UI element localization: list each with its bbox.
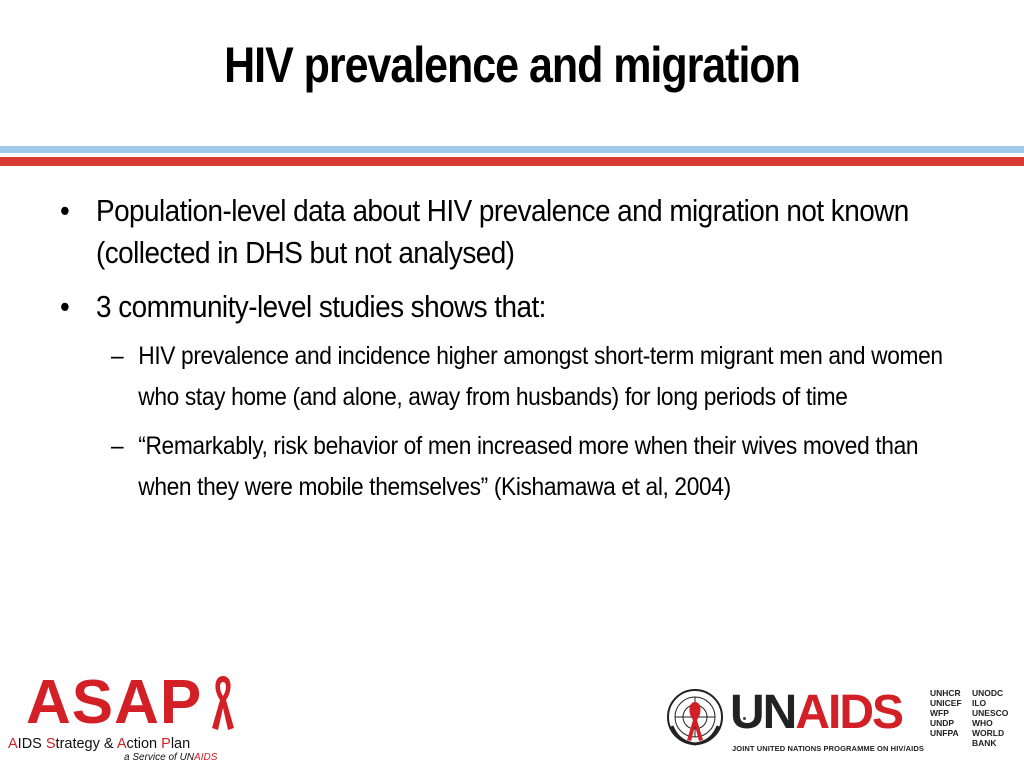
un-emblem-icon (664, 686, 726, 748)
slide-title: HIV prevalence and migration (224, 37, 800, 93)
sub-bullet-marker: – (110, 432, 124, 460)
bullet-marker: • (60, 289, 70, 324)
unaids-logo (664, 686, 1024, 756)
red-ribbon-icon (208, 672, 238, 732)
sub-bullet-text: HIV prevalence and incidence higher amongst short-term migrant men and women who stay home (and alone, away from husbands) for long periods of time (138, 342, 943, 411)
asap-logo (8, 668, 238, 764)
unaids-tagline: JOINT UNITED NATIONS PROGRAMME ON HIV/AIDS (732, 744, 924, 753)
bullet-marker: • (60, 193, 70, 228)
sub-bullet-list (60, 336, 980, 508)
asap-subtitle: AIDS Strategy & Action Plan (8, 736, 191, 752)
unaids-wordmark: UNAIDS (730, 686, 903, 739)
unaids-cosponsors (930, 688, 1024, 748)
asap-service-line: a Service of UNAIDS (124, 752, 218, 763)
slide-content (60, 190, 980, 516)
cosponsors-left: UNHCR UNICEF WFP UNDP UNFPA (930, 688, 962, 738)
sub-bullet-text: “Remarkably, risk behavior of men increased more when their wives moved than when they were mobile themselves” (Kishamawa et al, 2004) (138, 432, 919, 501)
bullet-text: 3 community-level studies shows that: (96, 289, 546, 324)
sub-bullet-marker: – (110, 342, 124, 370)
cosponsors-right: UNODC ILO UNESCO WHO WORLD BANK (972, 688, 1009, 748)
sub-bullet-item (60, 336, 957, 418)
asap-wordmark: ASAP (26, 668, 203, 737)
bullet-text: Population-level data about HIV prevalence and migration not known (collected in DHS but not analysed) (96, 193, 909, 270)
sub-bullet-item (60, 426, 957, 508)
header-divider-blue (0, 146, 1024, 153)
bullet-item (60, 286, 996, 328)
bullet-item (60, 190, 996, 274)
header-divider-red (0, 157, 1024, 166)
